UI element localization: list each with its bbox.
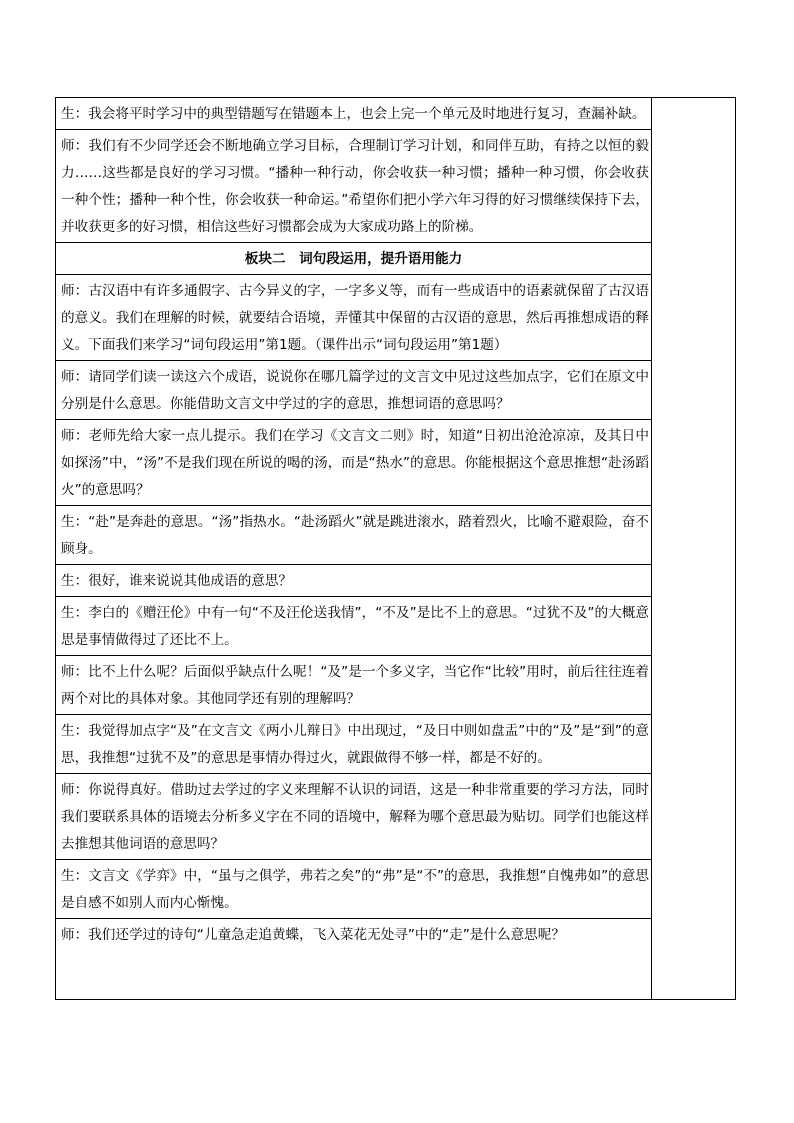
dialogue-line: 师：我们有不少同学还会不断地确立学习目标，合理制订学习计划，和同伴互助，有持之以恒的毅力……这些都是良好的学习习惯。“播种一种行动，你会收获一种习惯；播种一种习惯，你会收获一种个性；播种一种个性，你会收获一种命运。”希望你们把小学六年习得的好习惯继续保持下去，并收获更多的好习惯，相信这些好习惯都会成为大家成功路上的阶梯。 bbox=[56, 130, 651, 243]
section-heading: 板块二 词句段运用，提升语用能力 bbox=[56, 243, 651, 275]
dialogue-line: 生：“赴”是奔赴的意思。“汤”指热水。“赴汤蹈火”就是跳进滚水，踏着烈火，比喻不避艰险，奋不顾身。 bbox=[56, 506, 651, 565]
notes-column bbox=[652, 98, 735, 999]
dialogue-line: 师：古汉语中有许多通假字、古今异义的字，一字多义等，而有一些成语中的语素就保留了古汉语的意义。我们在理解的时候，就要结合语境，弄懂其中保留的古汉语的意思，然后再推想成语的释义。下面我们来学习“词句段运用”第1题。（课件出示“词句段运用”第1题） bbox=[56, 275, 651, 361]
dialogue-line: 师：请同学们读一读这六个成语，说说你在哪几篇学过的文言文中见过这些加点字，它们在原文中分别是什么意思。你能借助文言文中学过的字的意思，推想词语的意思吗？ bbox=[56, 361, 651, 420]
dialogue-line: 师：比不上什么呢？后面似乎缺点什么呢！“及”是一个多义字，当它作“比较”用时，前后往往连着两个对比的具体对象。其他同学还有别的理解吗？ bbox=[56, 656, 651, 715]
lesson-content-column bbox=[56, 98, 652, 999]
dialogue-line: 生：我觉得加点字“及”在文言文《两小儿辩日》中出现过，“及日中则如盘盂”中的“及”是“到”的意思，我推想“过犹不及”的意思是事情办得过火，就跟做得不够一样，都是不好的。 bbox=[56, 715, 651, 774]
dialogue-line: 师：我们还学过的诗句“儿童急走追黄蝶，飞入菜花无处寻”中的“走”是什么意思呢？ bbox=[61, 927, 565, 943]
dialogue-line: 师：你说得真好。借助过去学过的字义来理解不认识的词语，这是一种非常重要的学习方法，同时我们要联系具体的语境去分析多义字在不同的语境中，解释为哪个意思最为贴切。同学们也能这样去推想其他词语的意思吗？ bbox=[56, 774, 651, 860]
dialogue-line: 生：很好，谁来说说其他成语的意思？ bbox=[56, 565, 651, 597]
lesson-table bbox=[55, 97, 736, 1000]
dialogue-line: 生：文言文《学弈》中，“虽与之俱学，弗若之矣”的“弗”是“不”的意思，我推想“自愧弗如”的意思是自感不如别人而内心惭愧。 bbox=[56, 860, 651, 919]
dialogue-line: 生：李白的《赠汪伦》中有一句“不及汪伦送我情”，“不及”是比不上的意思。“过犹不及”的大概意思是事情做得过了还比不上。 bbox=[56, 597, 651, 656]
dialogue-line: 生：我会将平时学习中的典型错题写在错题本上，也会上完一个单元及时地进行复习，查漏补缺。 bbox=[56, 98, 651, 130]
dialogue-line: 师：老师先给大家一点儿提示。我们在学习《文言文二则》时，知道“日初出沧沧凉凉，及其日中如探汤”中，“汤”不是我们现在所说的喝的汤，而是“热水”的意思。你能根据这个意思推想“赴汤蹈火”的意思吗？ bbox=[56, 420, 651, 506]
